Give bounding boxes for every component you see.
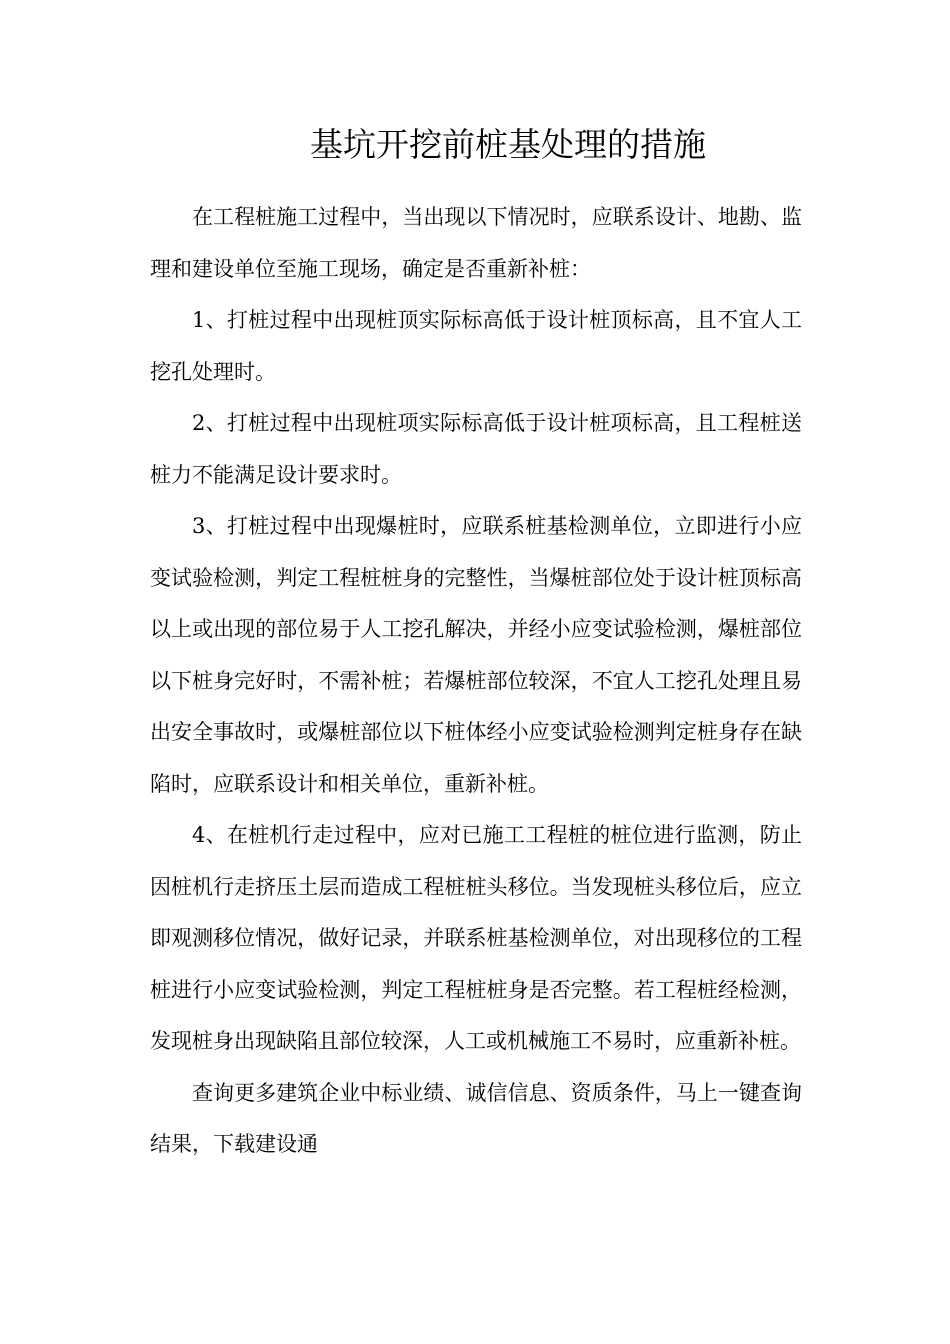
item-2-paragraph: 2、打桩过程中出现桩项实际标高低于设计桩项标高，且工程桩送桩力不能满足设计要求时。 [150, 411, 802, 487]
item-3-paragraph: 3、打桩过程中出现爆桩时，应联系桩基检测单位，立即进行小应变试验检测，判定工程桩桩身的完整性，当爆桩部位处于设计桩顶标高以上或出现的部位易于人工挖孔解决，并经小应变试验检测，爆桩部位以下桩身完好时，不需补桩；若爆桩部位较深，不宜人工挖孔处理且易出安全事故时，或爆桩部位以下桩体经小应变试验检测判定桩身存在缺陷时，应联系设计和相关单位，重新补桩。 [150, 514, 802, 796]
item-4-paragraph: 4、在桩机行走过程中，应对已施工工程桩的桩位进行监测，防止因桩机行走挤压土层而造成工程桩桩头移位。当发现桩头移位后，应立即观测移位情况，做好记录，并联系桩基检测单位，对出现移位的工程桩进行小应变试验检测，判定工程桩桩身是否完整。若工程桩经检测，发现桩身出现缺陷且部位较深，人工或机械施工不易时，应重新补桩。 [150, 823, 802, 1053]
promo-paragraph: 查询更多建筑企业中标业绩、诚信信息、资质条件，马上一键查询结果，下载建设通 [150, 1080, 802, 1156]
document-body [150, 192, 802, 1171]
intro-paragraph: 在工程桩施工过程中，当出现以下情况时，应联系设计、地勘、监理和建设单位至施工现场，确定是否重新补桩： [150, 205, 802, 281]
document-title: 基坑开挖前桩基处理的措施 [310, 125, 706, 164]
item-1-paragraph: 1、打桩过程中出现桩顶实际标高低于设计桩顶标高，且不宜人工挖孔处理时。 [150, 308, 802, 384]
